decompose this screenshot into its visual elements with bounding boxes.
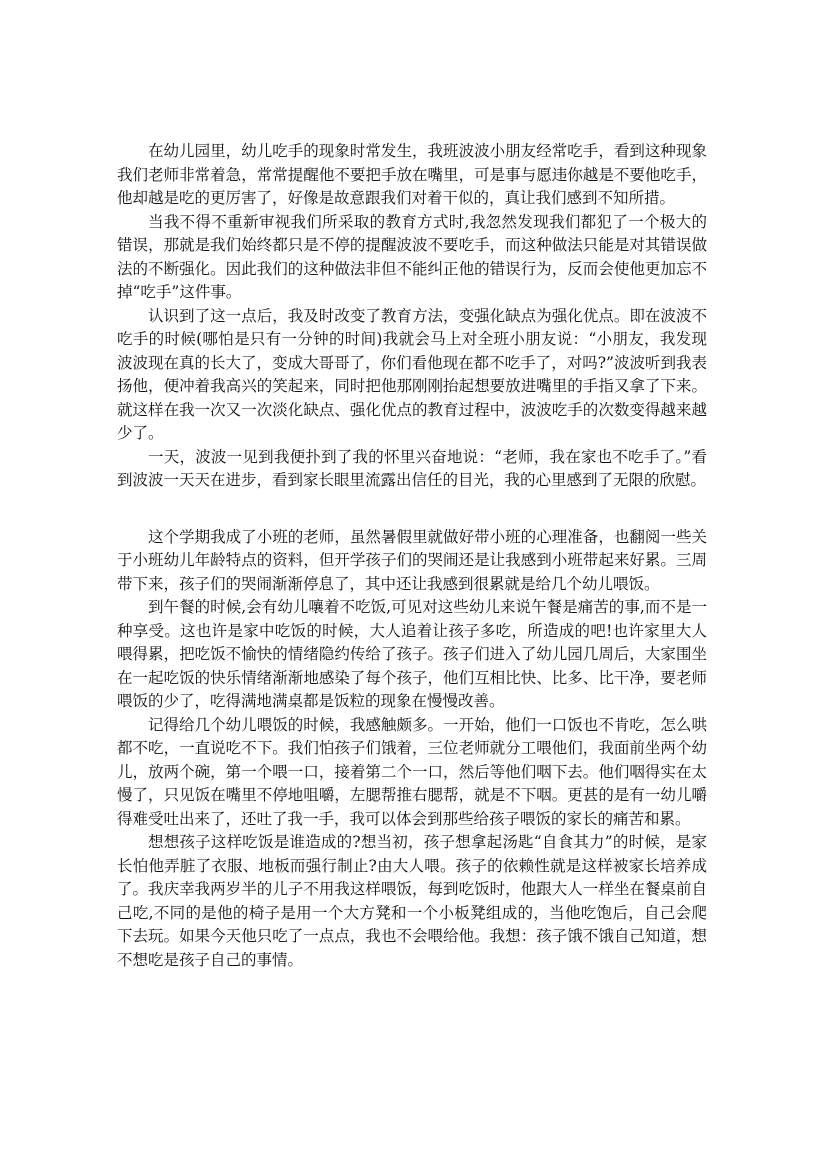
paragraph: 记得给几个幼儿喂饭的时候，我感触颇多。一开始，他们一口饭也不肯吃，怎么哄都不吃，一直说吃不下。我们怕孩子们饿着，三位老师就分工喂他们，我面前坐两个幼儿，放两个碗，第一个喂一口，接着第二个一口，然后等他们咽下去。他们咽得实在太慢了，只见饭在嘴里不停地咀嚼，左腮帮推右腮帮，就是不下咽。更甚的是有一幼儿嚼得难受吐出来了，还吐了我一手，我可以体会到那些给孩子喂饭的家长的痛苦和累。 <box>117 715 707 828</box>
section-thumb-sucking <box>117 140 707 493</box>
section-gap <box>117 493 707 526</box>
paragraph: 在幼儿园里，幼儿吃手的现象时常发生，我班波波小朋友经常吃手，看到这种现象我们老师非常着急，常常提醒他不要把手放在嘴里，可是事与愿违你越是不要他吃手，他却越是吃的更厉害了，好像是故意跟我们对着干似的，真让我们感到不知所措。 <box>117 142 707 207</box>
paragraph: 到午餐的时候,会有幼儿嚷着不吃饭,可见对这些幼儿来说午餐是痛苦的事,而不是一种享受。这也许是家中吃饭的时候，大人追着让孩子多吃，所造成的吧!也许家里大人喂得累，把吃饭不愉快的情绪隐约传给了孩子。孩子们进入了幼儿园几周后，大家围坐在一起吃饭的快乐情绪渐渐地感染了每个孩子，他们互相比快、比多、比干净，要老师喂饭的少了，吃得满地满桌都是饭粒的现象在慢慢改善。 <box>117 598 707 710</box>
document-page <box>117 140 707 972</box>
section-feeding <box>117 526 707 973</box>
paragraph: 当我不得不重新审视我们所采取的教育方式时,我忽然发现我们都犯了一个极大的错误，那就是我们始终都只是不停的提醒波波不要吃手，而这种做法只能是对其错误做法的不断强化。因此我们的这种做法非但不能纠正他的错误行为，反而会使他更加忘不掉“吃手”这件事。 <box>117 212 707 301</box>
paragraph: 想想孩子这样吃饭是谁造成的?想当初，孩子想拿起汤匙“自食其力”的时候，是家长怕他弄脏了衣服、地板而强行制止?由大人喂。孩子的依赖性就是这样被家长培养成了。我庆幸我两岁半的儿子不用我这样喂饭，每到吃饭时，他跟大人一样坐在餐桌前自己吃,不同的是他的椅子是用一个大方凳和一个小板凳组成的，当他吃饱后，自己会爬下去玩。如果今天他只吃了一点点，我也不会喂给他。我想：孩子饿不饿自己知道，想不想吃是孩子自己的事情。 <box>117 833 707 969</box>
paragraph: 认识到了这一点后，我及时改变了教育方法，变强化缺点为强化优点。即在波波不吃手的时候(哪怕是只有一分钟的时间)我就会马上对全班小朋友说：“小朋友，我发现波波现在真的长大了，变成大哥哥了，你们看他现在都不吃手了，对吗?”波波听到我表扬他，便冲着我高兴的笑起来，同时把他那刚刚抬起想要放进嘴里的手指又拿了下来。就这样在我一次又一次淡化缺点、强化优点的教育过程中，波波吃手的次数变得越来越少了。 <box>117 306 707 442</box>
paragraph: 这个学期我成了小班的老师，虽然暑假里就做好带小班的心理准备，也翻阅一些关于小班幼儿年龄特点的资料，但开学孩子们的哭闹还是让我感到小班带起来好累。三周带下来，孩子们的哭闹渐渐停息了，其中还让我感到很累就是给几个幼儿喂饭。 <box>117 527 707 593</box>
paragraph: 一天，波波一见到我便扑到了我的怀里兴奋地说：“老师，我在家也不吃手了。”看到波波一天天在进步，看到家长眼里流露出信任的目光，我的心里感到了无限的欣慰。 <box>117 447 707 489</box>
